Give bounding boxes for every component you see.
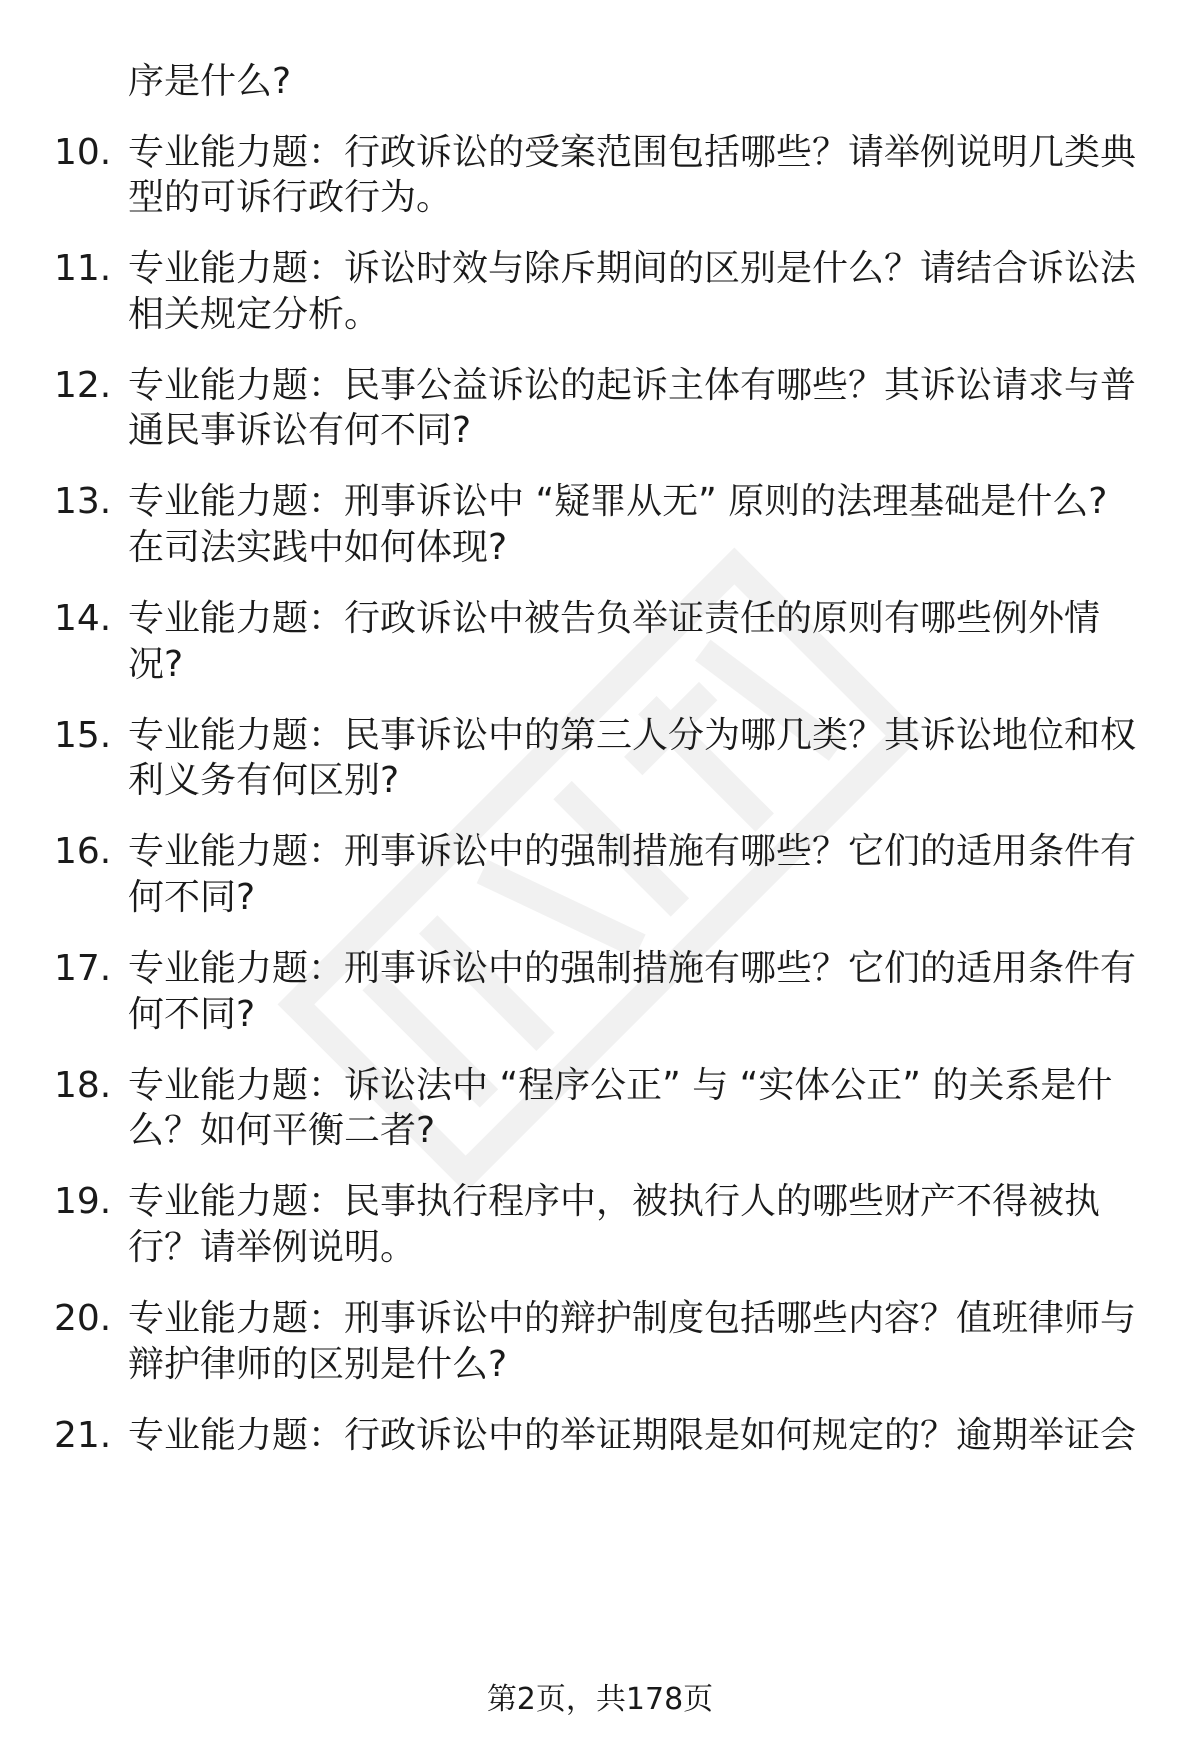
question-number: 10. bbox=[54, 132, 112, 173]
question-line: 专业能力题：诉讼法中 “程序公正” 与 “实体公正” 的关系是什 bbox=[128, 1065, 1113, 1106]
question-line: 利义务有何区别? bbox=[128, 760, 400, 801]
question-number: 14. bbox=[54, 598, 112, 639]
question-number: 20. bbox=[54, 1298, 112, 1339]
question-number: 15. bbox=[54, 715, 112, 756]
question-line: 型的可诉行政行为。 bbox=[128, 177, 453, 218]
question-line: 专业能力题：刑事诉讼中 “疑罪从无” 原则的法理基础是什么? bbox=[128, 481, 1108, 522]
question-number: 13. bbox=[54, 481, 112, 522]
question-number: 19. bbox=[54, 1181, 112, 1222]
question-line: 么？如何平衡二者? bbox=[128, 1110, 436, 1151]
question-line: 专业能力题：行政诉讼中被告负举证责任的原则有哪些例外情 bbox=[128, 598, 1101, 639]
question-number: 12. bbox=[54, 365, 112, 406]
question-line: 专业能力题：民事公益诉讼的起诉主体有哪些？其诉讼请求与普 bbox=[128, 365, 1137, 406]
question-number: 21. bbox=[54, 1415, 112, 1456]
question-line: 相关规定分析。 bbox=[128, 294, 381, 335]
question-line: 专业能力题：刑事诉讼中的强制措施有哪些？它们的适用条件有 bbox=[128, 831, 1137, 872]
question-number: 18. bbox=[54, 1065, 112, 1106]
question-line: 在司法实践中如何体现? bbox=[128, 527, 508, 568]
question-line: 行？请举例说明。 bbox=[128, 1227, 417, 1268]
question-line: 专业能力题：民事诉讼中的第三人分为哪几类？其诉讼地位和权 bbox=[128, 715, 1137, 756]
question-number: 17. bbox=[54, 948, 112, 989]
page-number-footer: 第2页，共178页 bbox=[486, 1682, 714, 1717]
question-line: 专业能力题：行政诉讼的受案范围包括哪些？请举例说明几类典 bbox=[128, 132, 1137, 173]
question-number: 16. bbox=[54, 831, 112, 872]
question-number: 11. bbox=[54, 248, 112, 289]
question-line: 通民事诉讼有何不同? bbox=[128, 410, 472, 451]
question-line: 专业能力题：刑事诉讼中的强制措施有哪些？它们的适用条件有 bbox=[128, 948, 1137, 989]
question-line: 何不同? bbox=[128, 994, 256, 1035]
question-line: 专业能力题：刑事诉讼中的辩护制度包括哪些内容？值班律师与 bbox=[128, 1298, 1137, 1339]
question-line: 专业能力题：行政诉讼中的举证期限是如何规定的？逾期举证会 bbox=[128, 1415, 1137, 1456]
continued-question-line: 序是什么? bbox=[128, 61, 292, 102]
question-line: 况? bbox=[128, 644, 184, 685]
question-line: 何不同? bbox=[128, 877, 256, 918]
question-line: 辩护律师的区别是什么? bbox=[128, 1344, 508, 1385]
question-line: 专业能力题：民事执行程序中，被执行人的哪些财产不得被执 bbox=[128, 1181, 1101, 1222]
question-line: 专业能力题：诉讼时效与除斥期间的区别是什么？请结合诉讼法 bbox=[128, 248, 1137, 289]
